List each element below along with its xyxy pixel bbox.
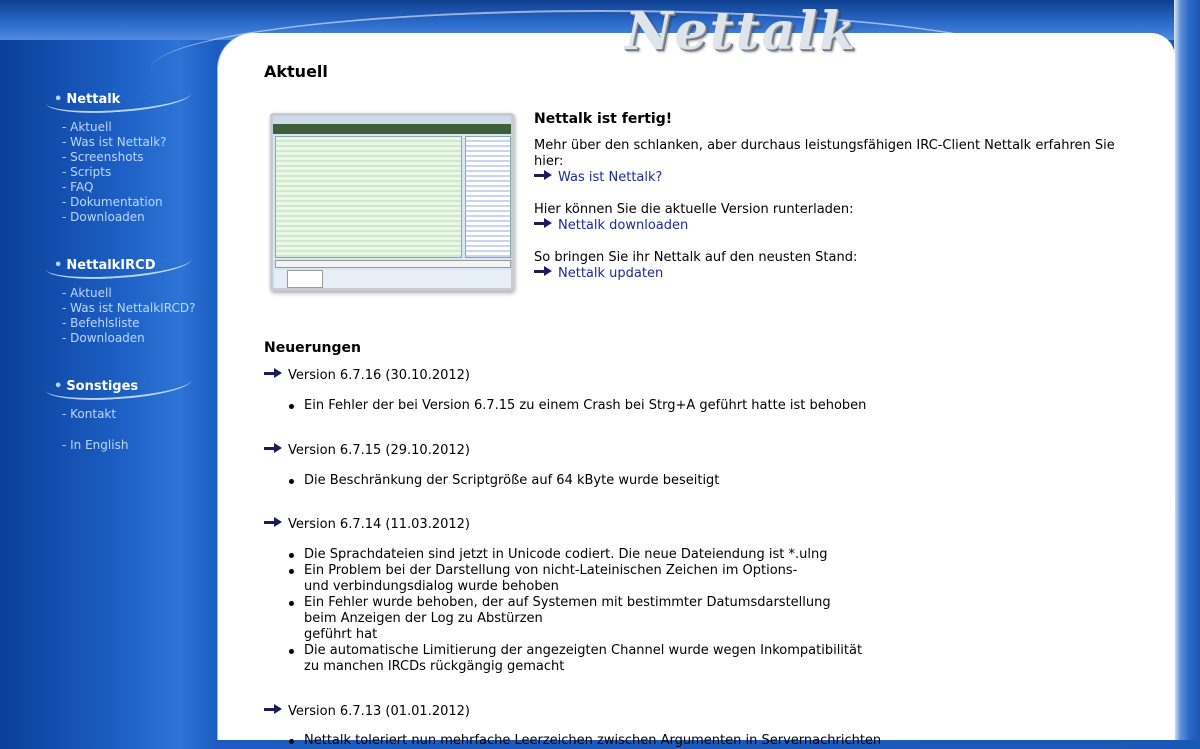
arrow-right-icon [534, 218, 552, 228]
page-title: Aktuell [264, 62, 328, 81]
screenshot-user-list [465, 136, 511, 258]
sidebar-item-ircd-aktuell[interactable]: - Aktuell [62, 286, 112, 300]
main-content [218, 33, 1175, 748]
site-logo[interactable]: Nettalk [625, 1, 858, 62]
arrow-right-icon [264, 704, 282, 714]
intro-text-1: Mehr über den schlanken, aber durchaus leistungsfähigen IRC-Client Nettalk erfahren Sie hier: [534, 138, 1115, 169]
nav-group-title-label: Sonstiges [66, 379, 139, 394]
sidebar-item-in-english[interactable]: - In English [62, 438, 129, 452]
version-label: Version 6.7.13 (01.01.2012) [288, 704, 470, 719]
list-item-text: Die Sprachdateien sind jetzt in Unicode codiert. Die neue Dateiendung ist *.ulng [304, 547, 828, 562]
list-item-text: und verbindungsdialog wurde behoben [304, 579, 559, 594]
bullet-icon: • [54, 258, 63, 273]
arrow-right-icon [264, 443, 282, 453]
list-item-text: beim Anzeigen der Log zu Abstürzen [304, 611, 543, 626]
sidebar-item-befehlsliste[interactable]: - Befehlsliste [62, 316, 140, 330]
version-changes [304, 547, 944, 675]
version-heading [264, 517, 470, 533]
screenshot-chat-pane [275, 136, 462, 258]
sidebar-item-kontakt[interactable]: - Kontakt [62, 407, 117, 421]
list-item [304, 547, 944, 563]
nav-group-title-label: Nettalk [66, 92, 121, 107]
sidebar-item-aktuell[interactable]: - Aktuell [62, 120, 112, 134]
sidebar-item-faq[interactable]: - FAQ [62, 180, 94, 194]
arrow-right-icon [534, 266, 552, 276]
sidebar-item-dokumentation[interactable]: - Dokumentation [62, 195, 163, 209]
list-item [304, 595, 944, 643]
sidebar-item-ircd-downloaden[interactable]: - Downloaden [62, 331, 145, 345]
screenshot-dropdown [287, 270, 323, 288]
list-item [304, 643, 944, 675]
link-label[interactable]: Nettalk updaten [558, 266, 664, 281]
list-item [304, 473, 944, 489]
bullet-icon: • [54, 379, 63, 394]
list-item-text: Nettalk toleriert nun mehrfache Leerzeichen zwischen Argumenten in Servernachrichten [304, 733, 882, 748]
version-label: Version 6.7.16 (30.10.2012) [288, 368, 470, 383]
arrow-right-icon [264, 517, 282, 527]
intro-title: Nettalk ist fertig! [534, 111, 673, 127]
logo-area [0, 0, 1200, 70]
intro-text-2: Hier können Sie die aktuelle Version runterladen: [534, 202, 854, 217]
intro-text-3: So bringen Sie ihr Nettalk auf den neusten Stand: [534, 250, 858, 265]
list-item-text: Die automatische Limitierung der angezeigten Channel wurde wegen Inkompatibilität [304, 643, 863, 658]
screenshot-toolbar [273, 124, 511, 134]
link-was-ist-nettalk[interactable] [534, 170, 662, 186]
right-edge-decoration [1174, 0, 1200, 740]
version-label: Version 6.7.14 (11.03.2012) [288, 517, 470, 532]
sidebar-item-downloaden[interactable]: - Downloaden [62, 210, 145, 224]
link-nettalk-updaten[interactable] [534, 266, 663, 282]
sidebar-item-screenshots[interactable]: - Screenshots [62, 150, 144, 164]
sidebar-item-was-ist-nettalk[interactable]: - Was ist Nettalk? [62, 135, 167, 149]
sidebar-item-was-ist-nettalkircd[interactable]: - Was ist NettalkIRCD? [62, 301, 196, 315]
list-item-text: geführt hat [304, 627, 378, 642]
link-nettalk-downloaden[interactable] [534, 218, 688, 234]
version-changes [304, 473, 944, 489]
list-item [304, 733, 944, 749]
arrow-right-icon [534, 170, 552, 180]
list-item-text: zu manchen IRCDs rückgängig gemacht [304, 659, 565, 674]
bullet-icon: • [54, 92, 63, 107]
version-changes [304, 733, 944, 749]
version-label: Version 6.7.15 (29.10.2012) [288, 443, 470, 458]
nav-group-title-label: NettalkIRCD [66, 258, 156, 273]
list-item [304, 398, 944, 414]
list-item-text: Ein Problem bei der Darstellung von nicht-Lateinischen Zeichen im Options- [304, 563, 798, 578]
list-item-text: Ein Fehler der bei Version 6.7.15 zu einem Crash bei Strg+A geführt hatte ist behoben [304, 398, 867, 413]
app-screenshot[interactable] [270, 113, 514, 291]
version-changes [304, 398, 944, 414]
link-label[interactable]: Was ist Nettalk? [558, 170, 663, 185]
version-heading [264, 368, 470, 384]
screenshot-input-bar [275, 260, 511, 268]
arrow-right-icon [264, 368, 282, 378]
list-item-text: Die Beschränkung der Scriptgröße auf 64 kByte wurde beseitigt [304, 473, 720, 488]
version-heading [264, 704, 470, 720]
news-title: Neuerungen [264, 340, 361, 356]
list-item-text: Ein Fehler wurde behoben, der auf Systemen mit bestimmter Datumsdarstellung [304, 595, 831, 610]
list-item [304, 563, 944, 595]
header-swoosh-decoration [150, 10, 1050, 70]
version-heading [264, 443, 470, 459]
sidebar-item-scripts[interactable]: - Scripts [62, 165, 112, 179]
screenshot-titlebar [273, 116, 511, 124]
link-label[interactable]: Nettalk downloaden [558, 218, 689, 233]
